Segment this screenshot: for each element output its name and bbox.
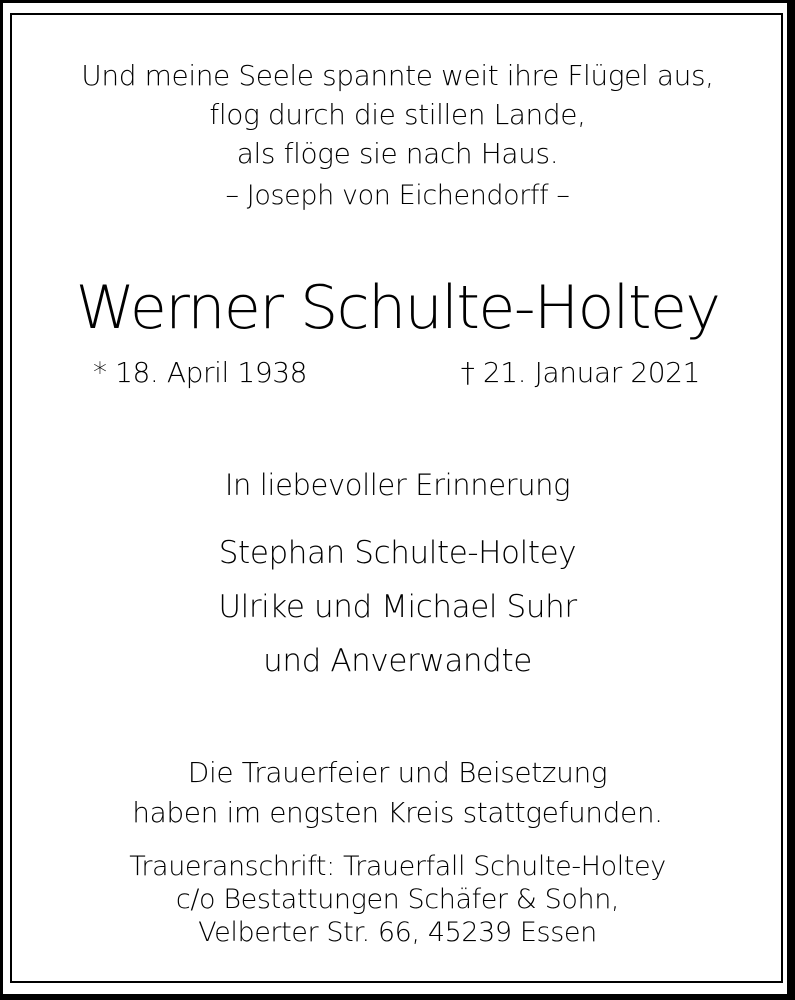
death-date: † 21. Januar 2021 <box>460 356 700 389</box>
mourners-list <box>0 526 795 688</box>
condolence-address-line: Traueranschrift: Trauerfall Schulte-Holtey <box>129 851 666 882</box>
funeral-notice <box>0 753 795 833</box>
poem-line: als flöge sie nach Haus. <box>236 137 559 170</box>
mourner: Ulrike und Michael Suhr <box>218 589 577 625</box>
poem-line: Und meine Seele spannte weit ihre Flügel aus, <box>81 59 714 92</box>
condolence-address <box>0 850 795 949</box>
mourner: und Anverwandte <box>263 643 532 679</box>
deceased-name: Werner Schulte-Holtey <box>75 273 720 343</box>
condolence-address-line: c/o Bestattungen Schäfer & Sohn, <box>175 884 620 915</box>
poem-line: flog durch die stillen Lande, <box>209 98 586 131</box>
remembrance-intro: In liebevoller Erinnerung <box>224 468 571 502</box>
poem-attribution: – Joseph von Eichendorff – <box>225 180 570 211</box>
mourner: Stephan Schulte-Holtey <box>218 535 577 571</box>
funeral-notice-line: haben im engsten Kreis stattgefunden. <box>132 796 663 829</box>
poem <box>0 56 795 173</box>
birth-date: * 18. April 1938 <box>93 356 308 389</box>
condolence-address-line: Velberter Str. 66, 45239 Essen <box>198 917 597 948</box>
life-dates-row <box>93 355 700 391</box>
funeral-notice-line: Die Trauerfeier und Beisetzung <box>187 756 608 789</box>
